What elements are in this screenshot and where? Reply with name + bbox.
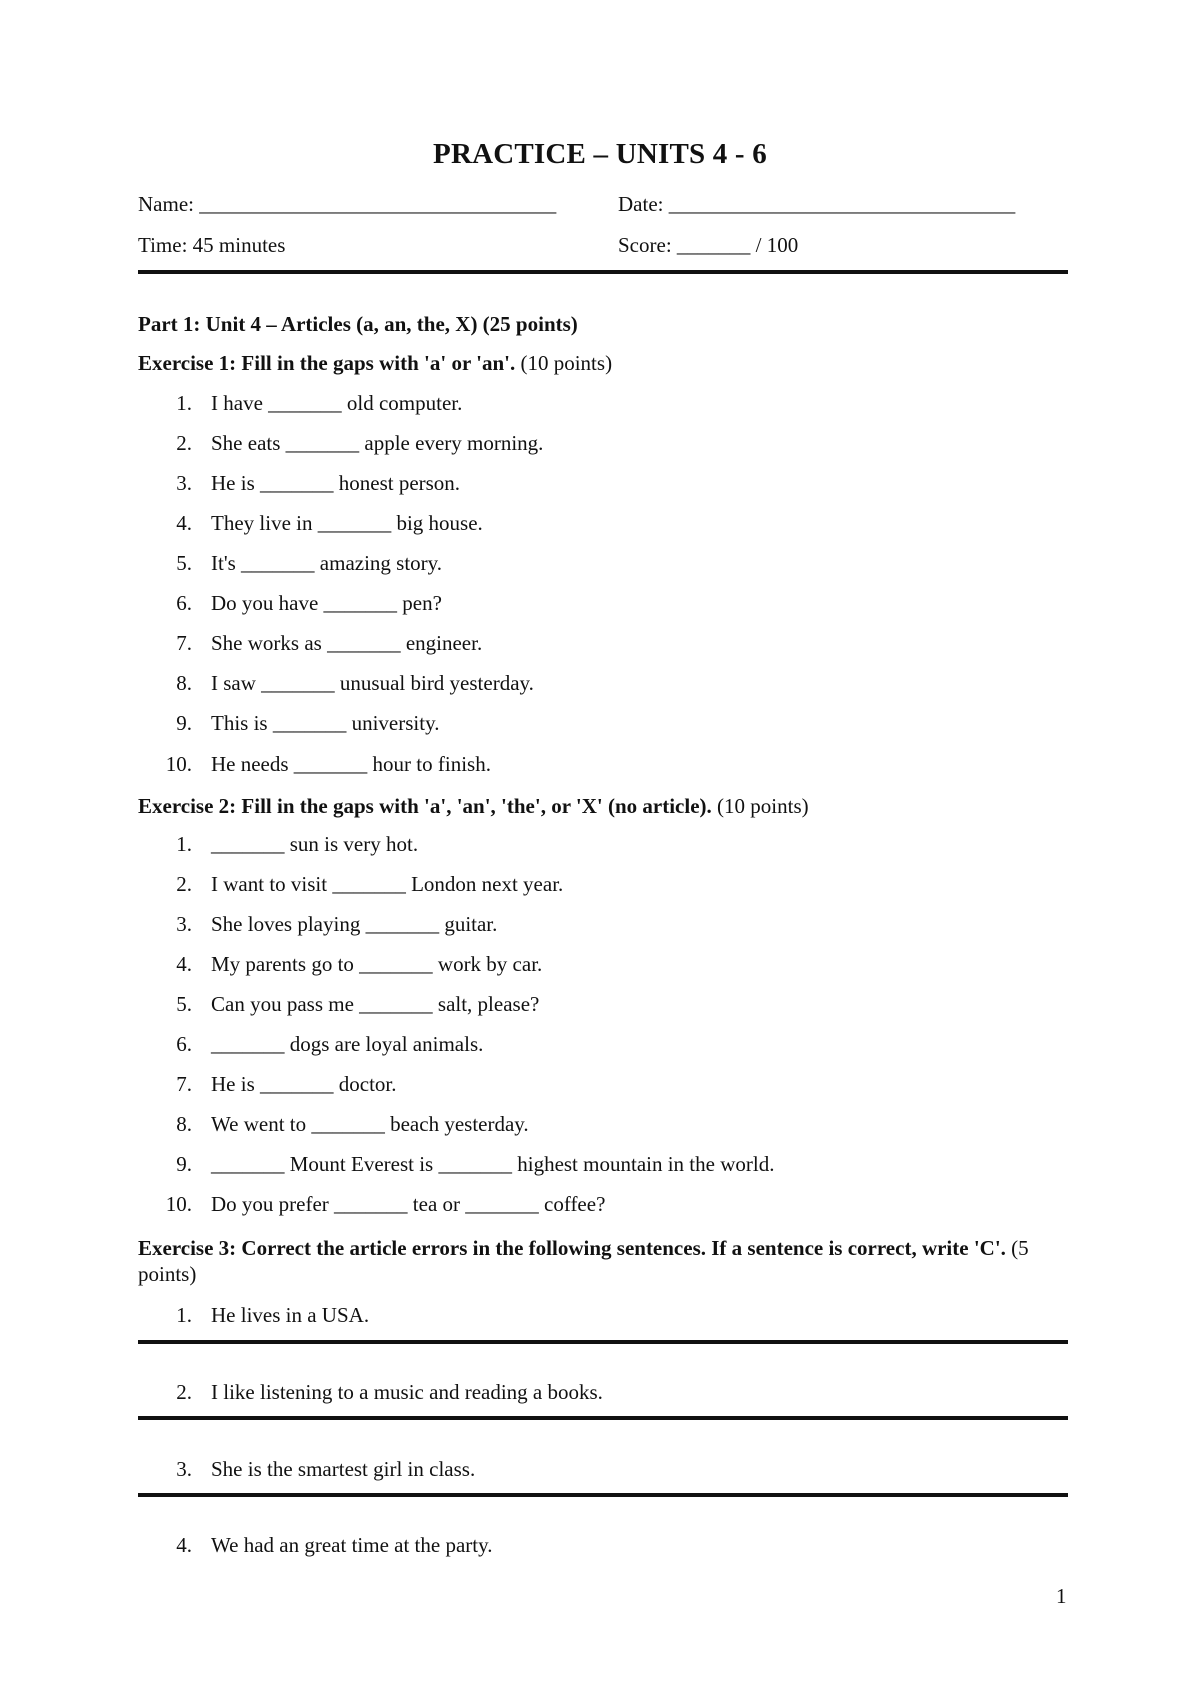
exercise3-title: Exercise 3: Correct the article errors in the following sentences. If a sentence is correct, write 'C'.	[138, 1236, 1006, 1260]
item-text: This is _______ university.	[211, 711, 440, 735]
score-field: Score: _______ / 100	[618, 233, 799, 257]
item-number: 3.	[176, 912, 192, 936]
item-number: 1.	[176, 1303, 192, 1327]
item-number: 4.	[176, 1533, 192, 1557]
item-text: We had an great time at the party.	[211, 1533, 493, 1557]
exercise1-heading	[138, 351, 612, 376]
item-number: 1.	[176, 832, 192, 856]
item-text: He is _______ doctor.	[211, 1072, 397, 1096]
item-number: 2.	[176, 431, 192, 455]
item-number: 7.	[176, 631, 192, 655]
item-number: 10.	[165, 752, 192, 776]
exercise3-points: (5 points)	[138, 1236, 1029, 1286]
item-text: They live in _______ big house.	[211, 511, 483, 535]
item-number: 1.	[176, 391, 192, 415]
item-number: 8.	[176, 671, 192, 695]
item-number: 5.	[176, 551, 192, 575]
item-text: I like listening to a music and reading a books.	[211, 1380, 603, 1404]
item-number: 5.	[176, 992, 192, 1016]
page-title: PRACTICE – UNITS 4 - 6	[433, 138, 767, 170]
answer-line-1[interactable]	[138, 1340, 1068, 1344]
item-text: He needs _______ hour to finish.	[211, 752, 491, 776]
item-text: I saw _______ unusual bird yesterday.	[211, 671, 534, 695]
item-number: 2.	[176, 872, 192, 896]
item-text: We went to _______ beach yesterday.	[211, 1112, 529, 1136]
exercise3-heading	[138, 1235, 1068, 1287]
item-number: 4.	[176, 952, 192, 976]
item-number: 10.	[165, 1192, 192, 1216]
exercise2-title: Exercise 2: Fill in the gaps with 'a', 'an', 'the', or 'X' (no article).	[138, 794, 712, 818]
item-text: My parents go to _______ work by car.	[211, 952, 543, 976]
answer-line-3[interactable]	[138, 1493, 1068, 1497]
part1-heading: Part 1: Unit 4 – Articles (a, an, the, X) (25 points)	[138, 312, 578, 336]
date-field: Date: _________________________________	[618, 192, 1016, 216]
item-text: She loves playing _______ guitar.	[211, 912, 498, 936]
item-text: I want to visit _______ London next year.	[211, 872, 564, 896]
item-text: She eats _______ apple every morning.	[211, 431, 544, 455]
exercise2-heading	[138, 794, 809, 819]
page-number: 1	[1056, 1584, 1067, 1608]
item-text: She is the smartest girl in class.	[211, 1457, 476, 1481]
exercise2-points: (10 points)	[717, 794, 809, 818]
item-number: 3.	[176, 1457, 192, 1481]
item-text: _______ dogs are loyal animals.	[211, 1032, 484, 1056]
answer-line-2[interactable]	[138, 1416, 1068, 1420]
item-text: Do you prefer _______ tea or _______ coffee?	[211, 1192, 606, 1216]
time-field: Time: 45 minutes	[138, 233, 286, 257]
exercise1-points: (10 points)	[520, 351, 613, 375]
item-text: I have _______ old computer.	[211, 391, 463, 415]
exercise1-title: Exercise 1: Fill in the gaps with 'a' or 'an'.	[138, 351, 516, 375]
name-field: Name: __________________________________	[138, 192, 557, 216]
item-text: Do you have _______ pen?	[211, 591, 442, 615]
item-text: Can you pass me _______ salt, please?	[211, 992, 540, 1016]
item-text: It's _______ amazing story.	[211, 551, 443, 575]
item-number: 9.	[176, 711, 192, 735]
header-divider	[138, 270, 1068, 274]
item-number: 6.	[176, 1032, 192, 1056]
item-text: _______ Mount Everest is _______ highest mountain in the world.	[211, 1152, 775, 1176]
item-text: He is _______ honest person.	[211, 471, 461, 495]
item-number: 9.	[176, 1152, 192, 1176]
item-text: He lives in a USA.	[211, 1303, 370, 1327]
item-text: _______ sun is very hot.	[211, 832, 419, 856]
item-number: 7.	[176, 1072, 192, 1096]
item-number: 4.	[176, 511, 192, 535]
item-number: 3.	[176, 471, 192, 495]
item-number: 8.	[176, 1112, 192, 1136]
item-number: 6.	[176, 591, 192, 615]
item-text: She works as _______ engineer.	[211, 631, 483, 655]
item-number: 2.	[176, 1380, 192, 1404]
